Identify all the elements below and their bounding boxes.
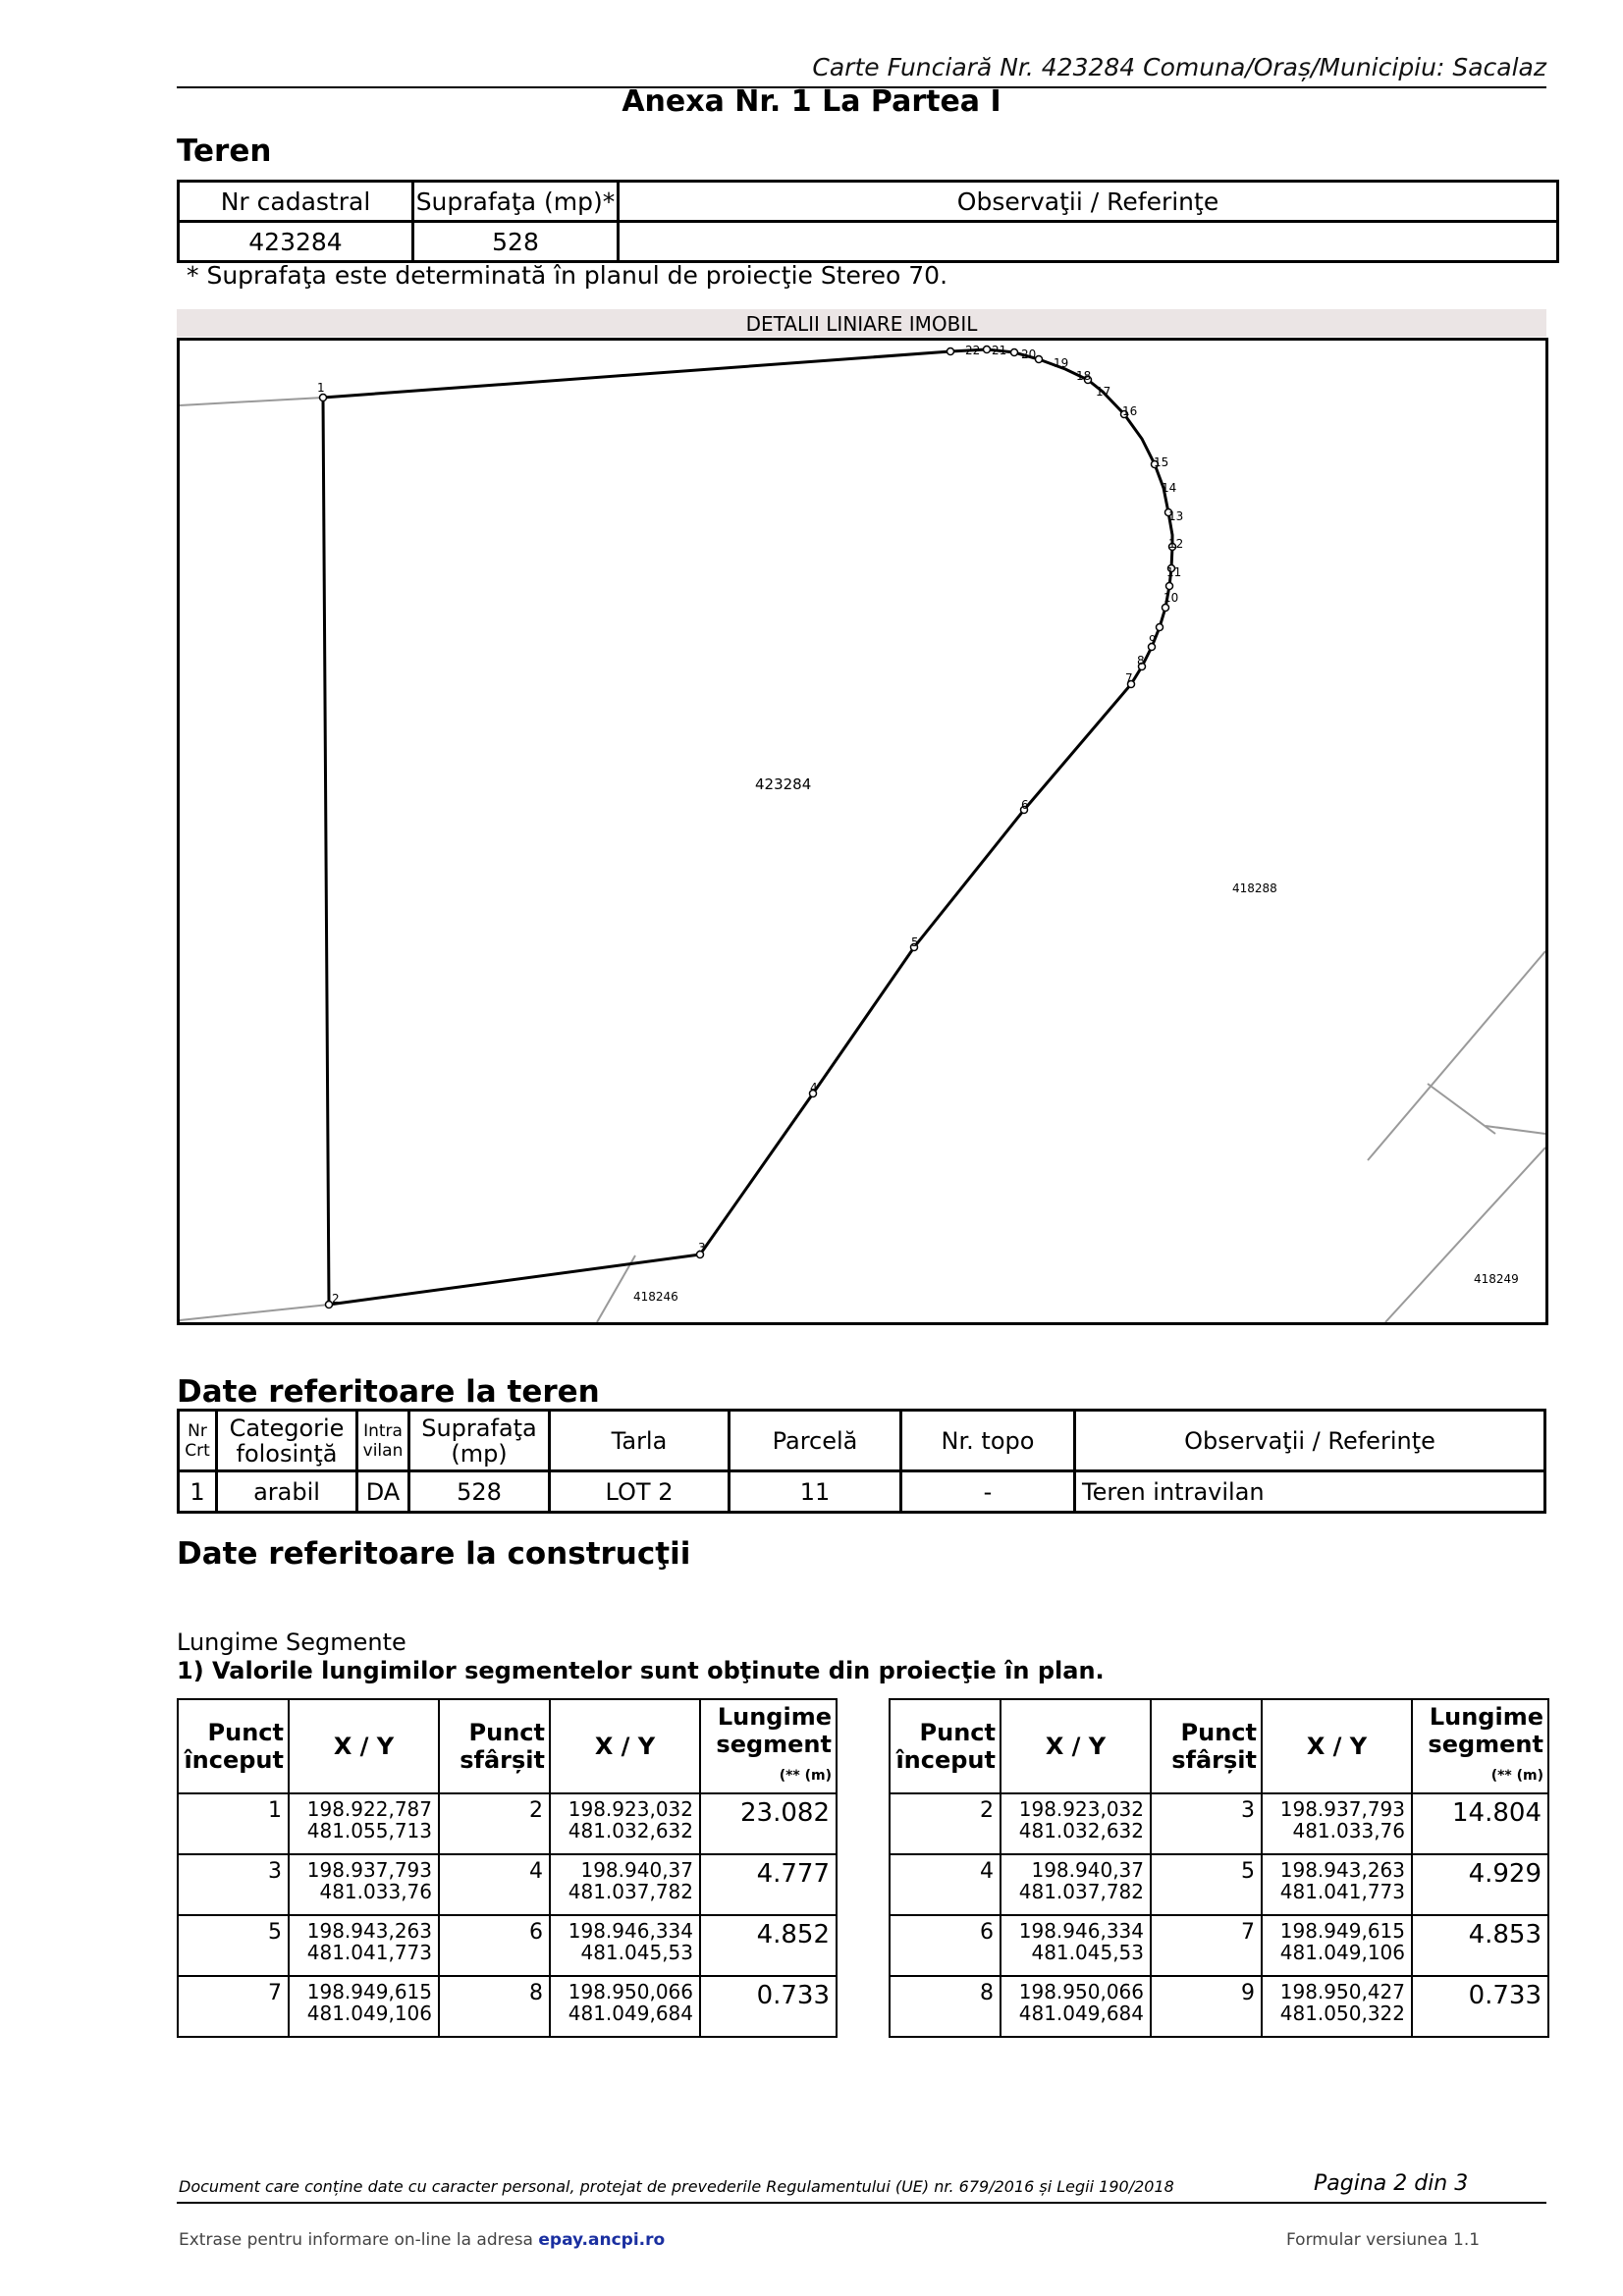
point-label: 4 [810, 1081, 818, 1095]
length-unit: (** (m) [779, 1768, 832, 1784]
coord-x: 198.950,427 [1279, 1980, 1405, 2003]
point-label: 19 [1054, 356, 1069, 370]
column-header: Intra vilan [357, 1411, 409, 1471]
coord-x: 198.940,37 [1031, 1858, 1144, 1882]
point-label: 8 [1137, 654, 1145, 667]
column-header: Tarla [550, 1411, 730, 1471]
start-point: 7 [178, 1976, 289, 2037]
start-point: 3 [178, 1854, 289, 1915]
table-header-row [890, 1699, 1548, 1793]
start-coordinates [1001, 1793, 1151, 1854]
column-header: Punct sfârșit [1151, 1699, 1262, 1793]
coord-y: 481.055,713 [306, 1819, 432, 1842]
end-coordinates [550, 1915, 700, 1976]
column-header: Parcelă [730, 1411, 901, 1471]
coord-x: 198.943,263 [1279, 1858, 1405, 1882]
column-header [1412, 1699, 1548, 1793]
end-point: 5 [1151, 1854, 1262, 1915]
intravilan-cell: DA [357, 1471, 409, 1513]
table-row [890, 1854, 1548, 1915]
table-row [179, 1471, 1545, 1513]
start-point: 6 [890, 1915, 1001, 1976]
point-label: 11 [1166, 565, 1182, 579]
column-header: Suprafaţa (mp) [409, 1411, 550, 1471]
coord-y: 481.033,76 [319, 1880, 432, 1903]
end-coordinates [1262, 1915, 1412, 1976]
segment-length: 4.852 [700, 1915, 837, 1976]
footer-divider [177, 2202, 1546, 2204]
segment-length: 4.929 [1412, 1854, 1548, 1915]
annex-title: Anexa Nr. 1 La Partea I [622, 84, 1001, 119]
coord-y: 481.045,53 [1031, 1941, 1144, 1964]
column-header: Punct început [890, 1699, 1001, 1793]
coord-y: 481.041,773 [1279, 1880, 1405, 1903]
point-label: 15 [1154, 455, 1169, 469]
privacy-note: Document care conține date cu caracter personal, protejat de prevederile Regulamentului (UE) nr. 679/2016 și Legii 190/2018 [179, 2177, 1174, 2196]
boundary-point [1036, 356, 1043, 363]
suprafata-footnote: * Suprafaţa este determinată în planul de proiecţie Stereo 70. [187, 261, 948, 290]
section-title-constructii: Date referitoare la construcţii [177, 1536, 691, 1572]
table-row [178, 1854, 837, 1915]
start-coordinates [1001, 1854, 1151, 1915]
map-caption: DETALII LINIARE IMOBIL [177, 309, 1546, 337]
point-label: 20 [1021, 347, 1037, 361]
neighbor-boundary [1368, 951, 1545, 1160]
parcel-map [177, 338, 1548, 1325]
segments-note: 1) Valorile lungimilor segmentelor sunt obţinute din proiecţie în plan. [177, 1657, 1105, 1684]
point-label: 16 [1122, 404, 1138, 418]
coord-y: 481.037,782 [1018, 1880, 1144, 1903]
parcel-map-drawing [180, 341, 1545, 1322]
end-point: 6 [439, 1915, 550, 1976]
start-point: 4 [890, 1854, 1001, 1915]
coord-x: 198.949,615 [1279, 1919, 1405, 1943]
section-title-teren: Teren [177, 133, 272, 169]
nr-cadastral-cell: 423284 [179, 222, 413, 262]
coord-y: 481.050,322 [1279, 2002, 1405, 2025]
categorie-cell: arabil [217, 1471, 357, 1513]
start-point: 8 [890, 1976, 1001, 2037]
table-row [890, 1976, 1548, 2037]
extract-prefix: Extrase pentru informare on-line la adresa [179, 2230, 539, 2250]
boundary-point [1163, 605, 1169, 612]
start-coordinates [289, 1854, 439, 1915]
tarla-cell: LOT 2 [550, 1471, 730, 1513]
end-coordinates [1262, 1854, 1412, 1915]
column-header: X / Y [1262, 1699, 1412, 1793]
boundary-point [1011, 349, 1018, 356]
end-coordinates [1262, 1793, 1412, 1854]
form-version: Formular versiunea 1.1 [1286, 2230, 1481, 2250]
nr-topo-cell: - [901, 1471, 1075, 1513]
point-label: 5 [911, 935, 919, 949]
end-point: 2 [439, 1793, 550, 1854]
segment-length: 4.853 [1412, 1915, 1548, 1976]
neighbor-parcel-label: 418249 [1474, 1272, 1519, 1286]
boundary-point [984, 347, 991, 353]
neighbor-boundary [1428, 1084, 1495, 1134]
coord-y: 481.049,106 [306, 2002, 432, 2025]
start-point: 2 [890, 1793, 1001, 1854]
section-title-date-teren: Date referitoare la teren [177, 1374, 600, 1410]
neighbor-boundary [180, 398, 323, 405]
neighbor-boundary [180, 1305, 329, 1320]
neighbor-parcel-label: 418246 [633, 1290, 678, 1304]
table-row [178, 1976, 837, 2037]
column-header: Nr cadastral [179, 182, 413, 222]
point-label: 22 [965, 344, 981, 357]
nr-crt-cell: 1 [179, 1471, 217, 1513]
coord-y: 481.037,782 [568, 1880, 693, 1903]
column-header: Punct început [178, 1699, 289, 1793]
point-label: 21 [992, 344, 1007, 357]
point-label: 12 [1168, 537, 1184, 551]
end-coordinates [550, 1793, 700, 1854]
point-label: 13 [1168, 509, 1184, 523]
observatii-cell [619, 222, 1558, 262]
start-coordinates [1001, 1976, 1151, 2037]
length-header-label: Lungime segment [1428, 1703, 1543, 1758]
start-coordinates [1001, 1915, 1151, 1976]
boundary-point [320, 395, 327, 401]
coord-x: 198.949,615 [306, 1980, 432, 2003]
segments-table-left [177, 1698, 838, 2038]
coord-x: 198.946,334 [568, 1919, 693, 1943]
document-header: Carte Funciară Nr. 423284 Comuna/Oraș/Municipiu: Sacalaz [812, 53, 1546, 81]
coord-y: 481.032,632 [568, 1819, 693, 1842]
end-coordinates [550, 1854, 700, 1915]
table-row [890, 1915, 1548, 1976]
column-header: X / Y [1001, 1699, 1151, 1793]
boundary-point [1157, 624, 1163, 631]
column-header: X / Y [289, 1699, 439, 1793]
suprafata-cell: 528 [409, 1471, 550, 1513]
point-label: 18 [1076, 369, 1092, 383]
segment-length: 4.777 [700, 1854, 837, 1915]
coord-y: 481.032,632 [1018, 1819, 1144, 1842]
coord-x: 198.937,793 [1279, 1797, 1405, 1821]
parcel-number-label: 423284 [755, 775, 812, 793]
table-header-row [179, 182, 1558, 222]
point-label: 2 [332, 1292, 340, 1306]
coord-x: 198.940,37 [580, 1858, 693, 1882]
point-label: 1 [317, 381, 325, 395]
column-header: Punct sfârșit [439, 1699, 550, 1793]
column-header: Observaţii / Referinţe [619, 182, 1558, 222]
table-row [178, 1793, 837, 1854]
extract-info [179, 2230, 665, 2250]
column-header: Nr. topo [901, 1411, 1075, 1471]
coord-y: 481.041,773 [306, 1941, 432, 1964]
end-coordinates [550, 1976, 700, 2037]
coord-y: 481.049,106 [1279, 1941, 1405, 1964]
column-header: Suprafaţa (mp)* [413, 182, 619, 222]
length-unit: (** (m) [1490, 1768, 1543, 1784]
point-label: 3 [698, 1241, 706, 1255]
table-row [178, 1915, 837, 1976]
segment-length: 14.804 [1412, 1793, 1548, 1854]
point-label: 14 [1162, 481, 1177, 495]
column-header: X / Y [550, 1699, 700, 1793]
coord-x: 198.950,066 [1018, 1980, 1144, 2003]
point-label: 7 [1125, 671, 1133, 685]
segment-length: 0.733 [700, 1976, 837, 2037]
table-header-row [179, 1411, 1545, 1471]
coord-x: 198.950,066 [568, 1980, 693, 2003]
end-point: 4 [439, 1854, 550, 1915]
start-coordinates [289, 1915, 439, 1976]
coord-y: 481.045,53 [580, 1941, 693, 1964]
table-row [890, 1793, 1548, 1854]
epay-link[interactable]: epay.ancpi.ro [538, 2230, 666, 2250]
coord-x: 198.943,263 [306, 1919, 432, 1943]
neighbor-parcel-label: 418288 [1232, 881, 1277, 895]
point-label: 6 [1021, 798, 1029, 812]
coord-x: 198.946,334 [1018, 1919, 1144, 1943]
suprafata-cell: 528 [413, 222, 619, 262]
observatii-cell: Teren intravilan [1075, 1471, 1545, 1513]
start-point: 5 [178, 1915, 289, 1976]
length-header-label: Lungime segment [716, 1703, 832, 1758]
start-coordinates [289, 1976, 439, 2037]
coord-x: 198.937,793 [306, 1858, 432, 1882]
end-point: 7 [1151, 1915, 1262, 1976]
segments-title: Lungime Segmente [177, 1629, 406, 1656]
end-point: 8 [439, 1976, 550, 2037]
coord-x: 198.923,032 [568, 1797, 693, 1821]
boundary-point [1166, 583, 1173, 590]
segment-length: 23.082 [700, 1793, 837, 1854]
teren-table [177, 180, 1559, 263]
page-number: Pagina 2 din 3 [1314, 2171, 1469, 2196]
segment-length: 0.733 [1412, 1976, 1548, 2037]
end-point: 3 [1151, 1793, 1262, 1854]
column-header [700, 1699, 837, 1793]
start-point: 1 [178, 1793, 289, 1854]
coord-y: 481.049,684 [1018, 2002, 1144, 2025]
date-teren-table [177, 1409, 1546, 1514]
table-row [179, 222, 1558, 262]
parcel-boundary [323, 349, 1172, 1305]
column-header: Nr Crt [179, 1411, 217, 1471]
boundary-point [947, 348, 954, 355]
point-label: 10 [1163, 591, 1179, 605]
parcela-cell: 11 [730, 1471, 901, 1513]
table-header-row [178, 1699, 837, 1793]
coord-x: 198.922,787 [306, 1797, 432, 1821]
start-coordinates [289, 1793, 439, 1854]
coord-y: 481.033,76 [1292, 1819, 1405, 1842]
column-header: Categorie folosinţă [217, 1411, 357, 1471]
end-coordinates [1262, 1976, 1412, 2037]
neighbor-boundary [1385, 1148, 1545, 1322]
coord-y: 481.049,684 [568, 2002, 693, 2025]
segments-table-right [889, 1698, 1549, 2038]
end-point: 9 [1151, 1976, 1262, 2037]
point-label: 17 [1096, 385, 1111, 399]
column-header: Observaţii / Referinţe [1075, 1411, 1545, 1471]
point-label: 9 [1149, 633, 1157, 647]
coord-x: 198.923,032 [1018, 1797, 1144, 1821]
